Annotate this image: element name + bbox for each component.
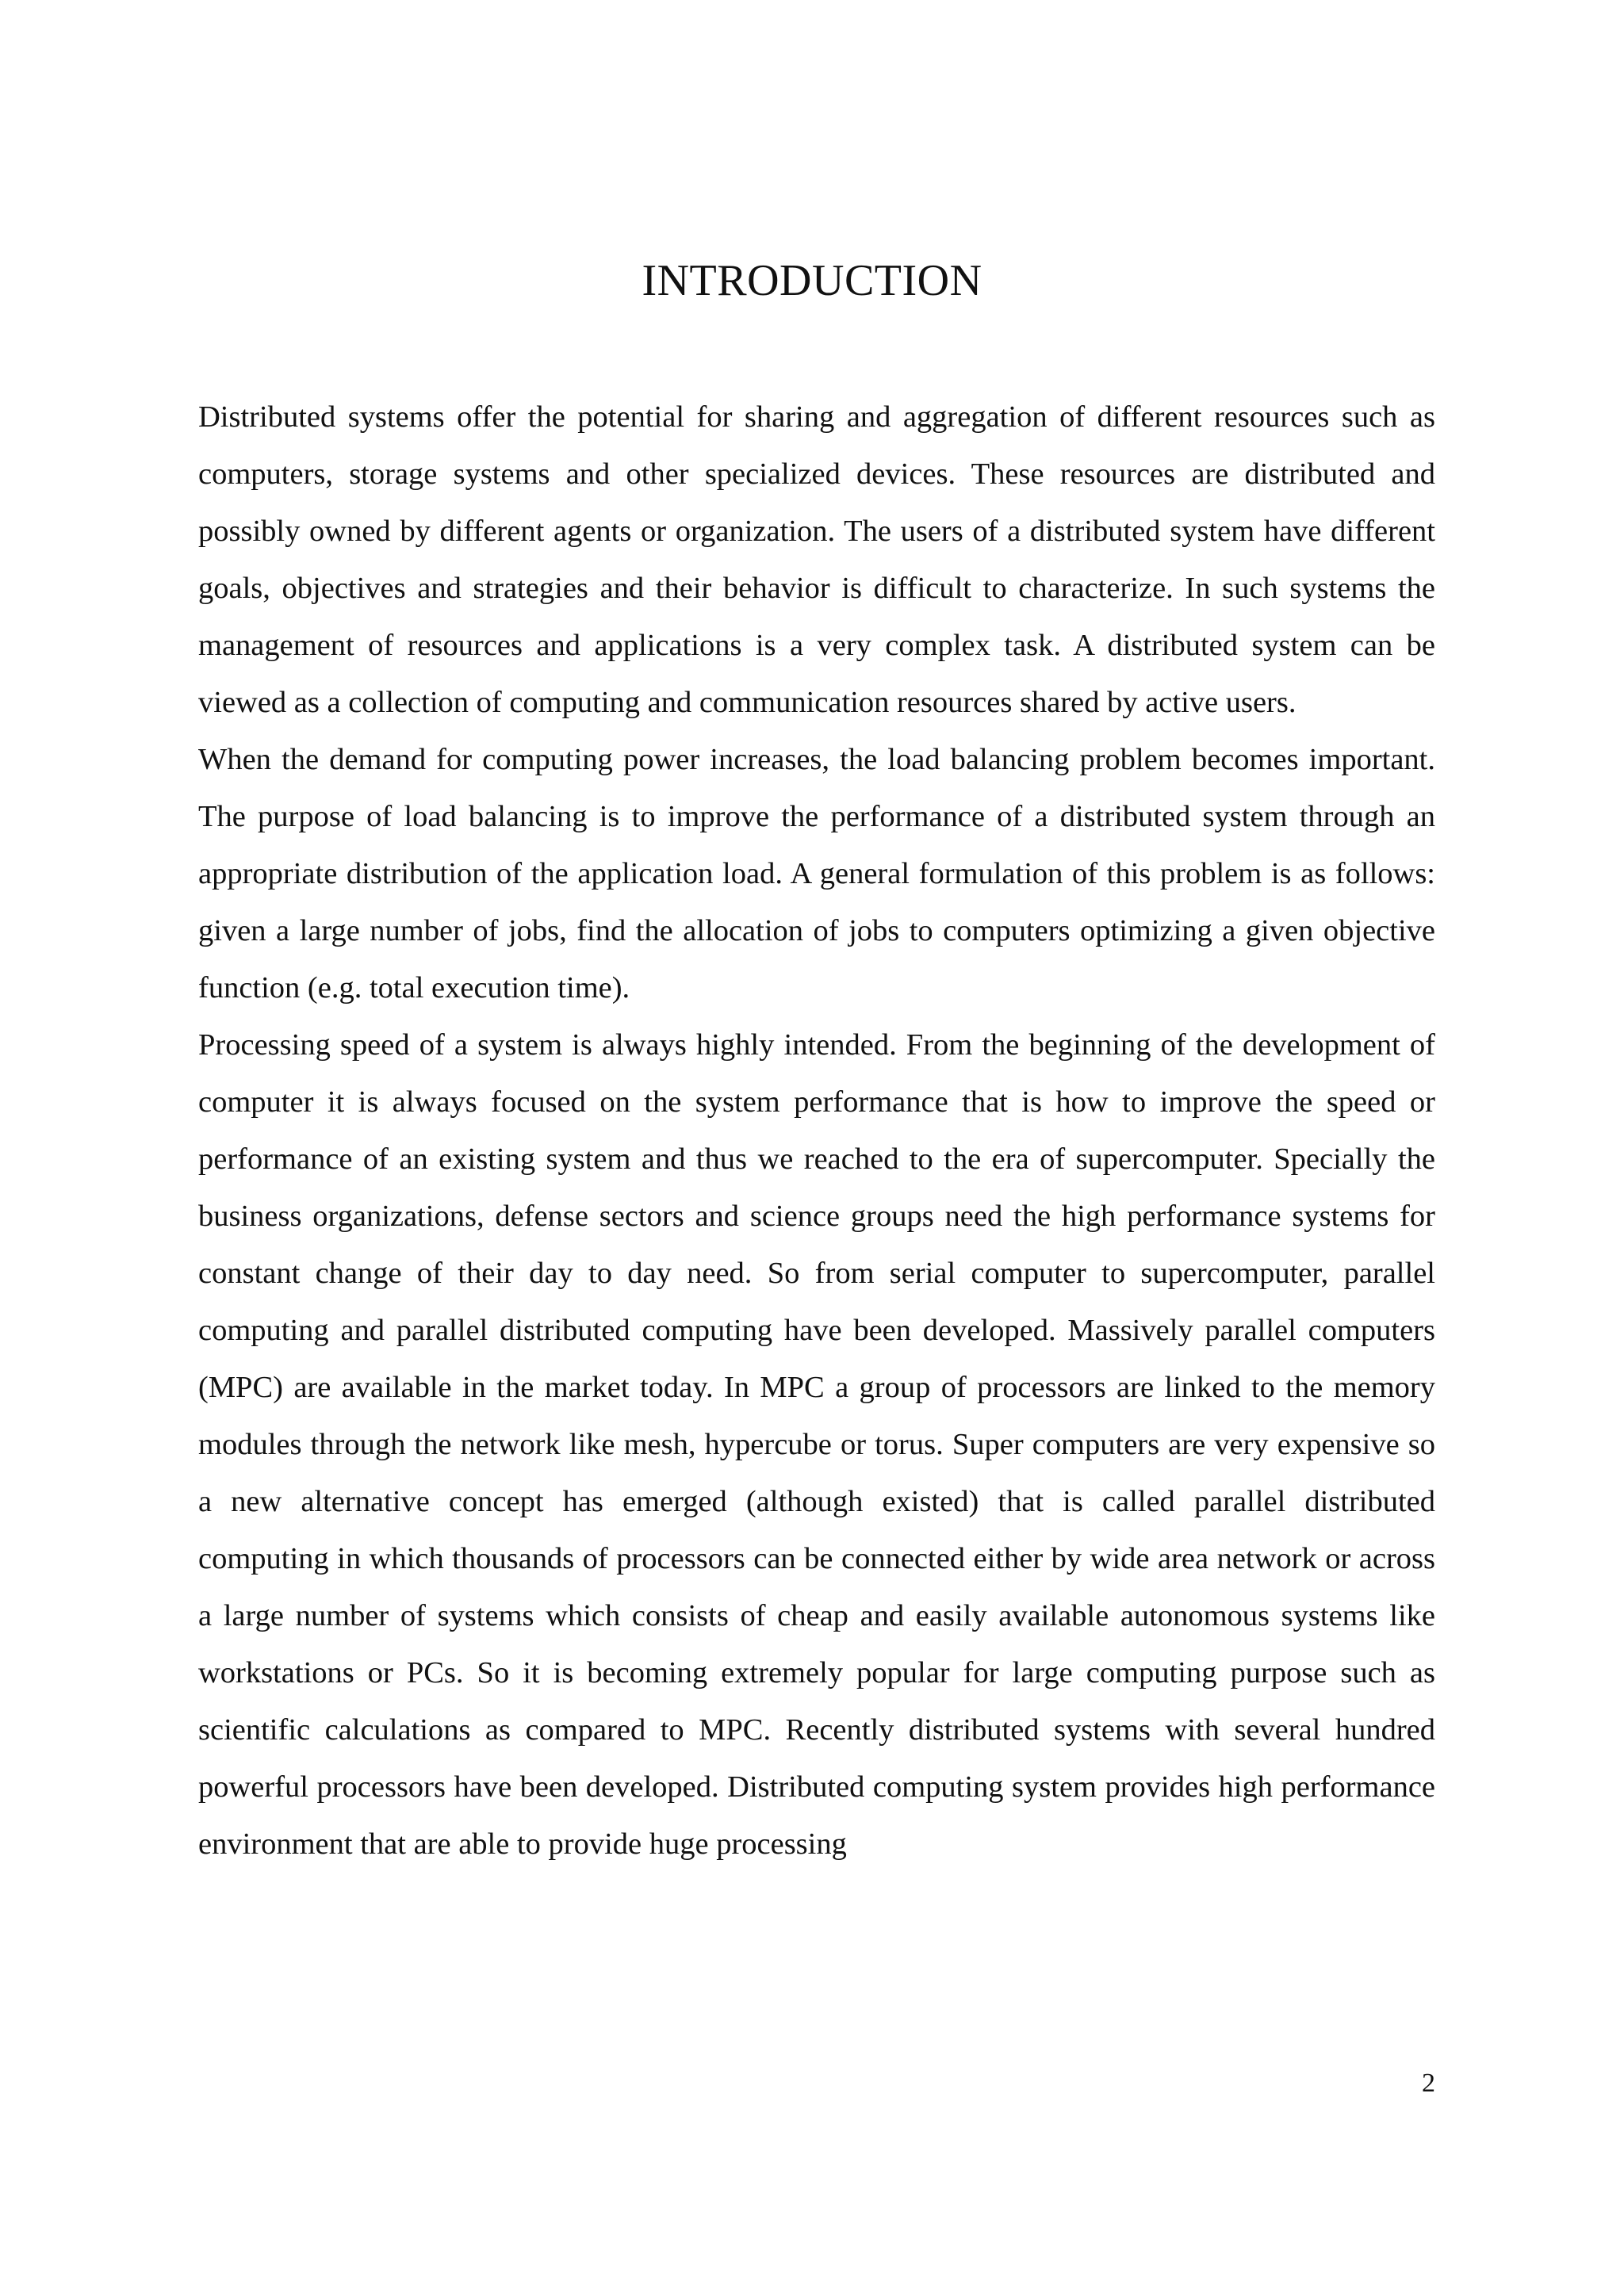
body-text bbox=[198, 388, 1435, 1873]
page-title: INTRODUCTION bbox=[642, 256, 982, 305]
paragraph-distributed-systems: Distributed systems offer the potential for sharing and aggregation of different resources such as computers, storage systems and other specialized devices. These resources are distributed and possibly owned by different agents or organization. The users of a distributed system have different goals, objectives and strategies and their behavior is difficult to characterize. In such systems the management of resources and applications is a very complex task. A distributed system can be viewed as a collection of computing and communication resources shared by active users. bbox=[198, 400, 1435, 719]
paragraph-processing-speed: Processing speed of a system is always highly intended. From the beginning of the development of computer it is always focused on the system performance that is how to improve the speed or performance of an existing system and thus we reached to the era of supercomputer. Specially the business organizations, defense sectors and science groups need the high performance systems for constant change of their day to day need. So from serial computer to supercomputer, parallel computing and parallel distributed computing have been developed. Massively parallel computers (MPC) are available in the market today. In MPC a group of processors are linked to the memory modules through the network like mesh, hypercube or torus. Super computers are very expensive so a new alternative concept has emerged (although existed) that is called parallel distributed computing in which thousands of processors can be connected either by wide area network or across a large number of systems which consists of cheap and easily available autonomous systems like workstations or PCs. So it is becoming extremely popular for large computing purpose such as scientific calculations as compared to MPC. Recently distributed systems with several hundred powerful processors have been developed. Distributed computing system provides high performance environment that are able to provide huge processing bbox=[198, 1028, 1435, 1861]
page-number: 2 bbox=[1422, 2068, 1435, 2098]
paragraph-load-balancing: When the demand for computing power increases, the load balancing problem becomes important. The purpose of load balancing is to improve the performance of a distributed system through an appropriate distribution of the application load. A general formulation of this problem is as follows: given a large number of jobs, find the allocation of jobs to computers optimizing a given objective function (e.g. total execution time). bbox=[198, 743, 1435, 1004]
